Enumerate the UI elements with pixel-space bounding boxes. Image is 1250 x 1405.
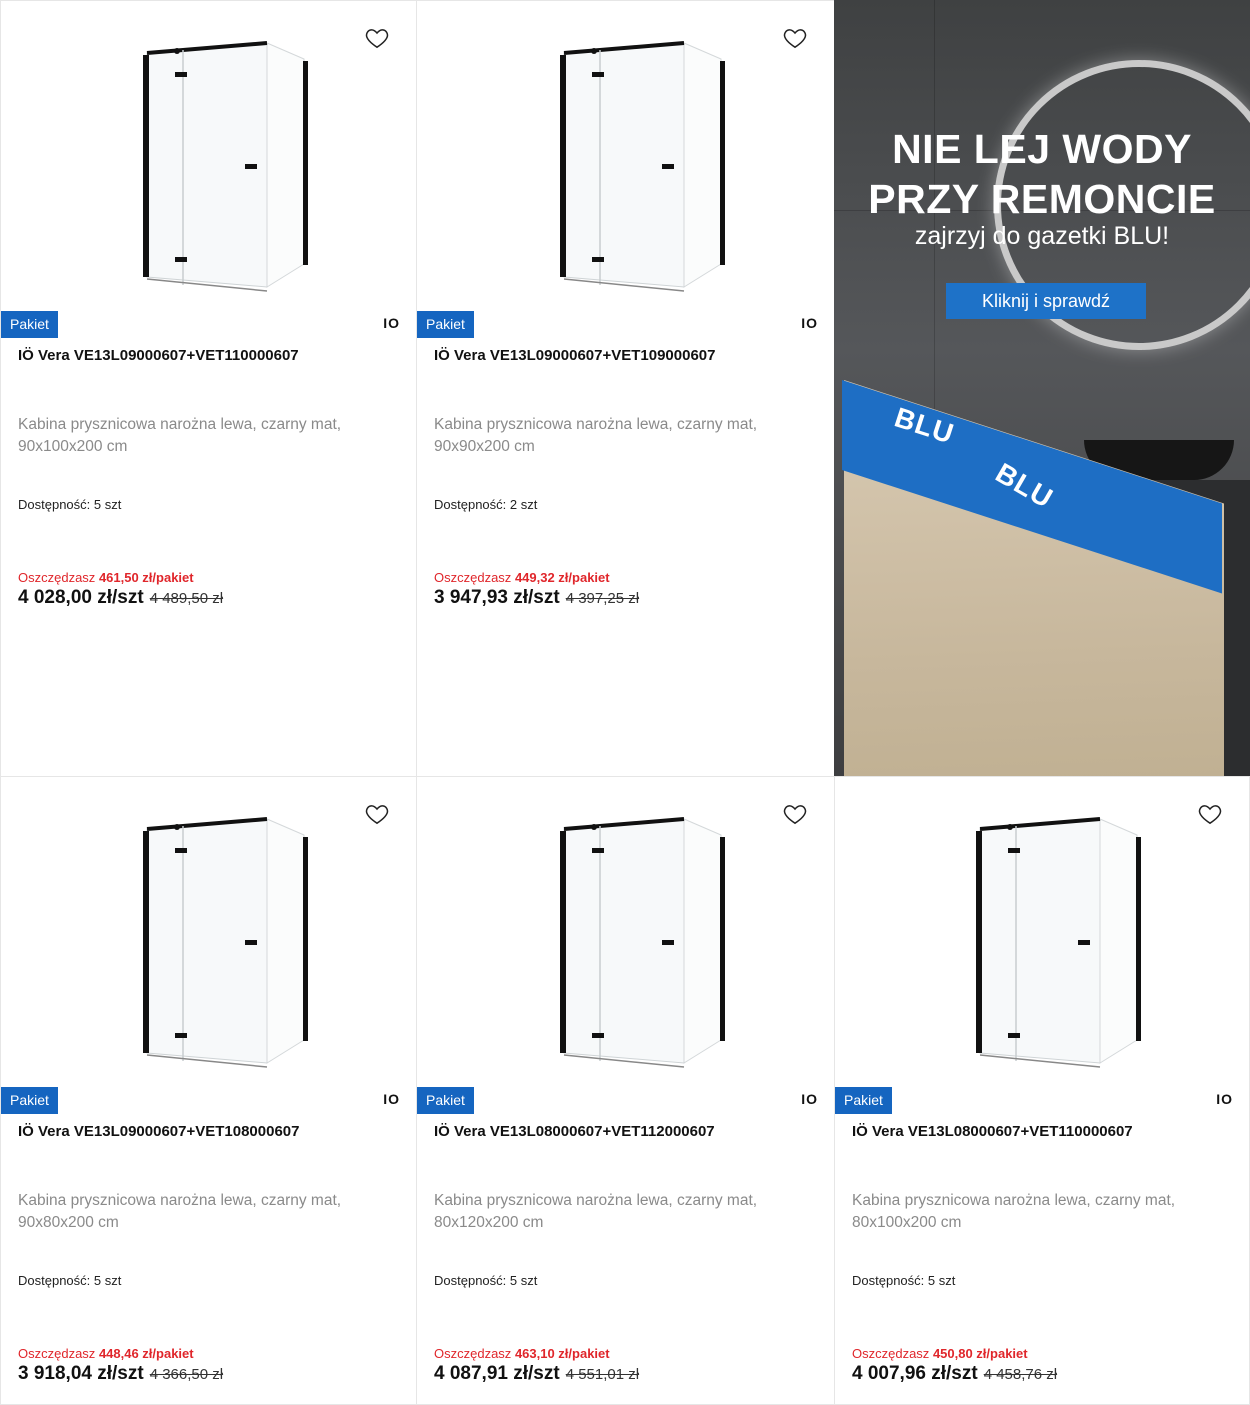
availability-text: Dostępność: 5 szt [434, 1273, 538, 1288]
availability-text: Dostępność: 2 szt [434, 497, 538, 512]
product-description: Kabina prysznicowa narożna lewa, czarny mat, 80x120x200 cm [434, 1192, 758, 1231]
promo-banner[interactable] [834, 0, 1250, 776]
shower-cabin-image [526, 39, 726, 299]
savings-amount: 461,50 zł/pakiet [98, 570, 194, 585]
price-row [18, 587, 223, 609]
heart-icon[interactable] [1197, 801, 1223, 827]
savings-text [18, 570, 194, 585]
current-price: 3 918,04 zł/szt [18, 1363, 144, 1384]
package-badge: Pakiet [417, 1087, 474, 1114]
blu-logo: BLU [990, 457, 1059, 515]
product-description: Kabina prysznicowa narożna lewa, czarny mat, 90x90x200 cm [434, 416, 758, 455]
savings-amount: 463,10 zł/pakiet [514, 1346, 610, 1361]
product-description: Kabina prysznicowa narożna lewa, czarny mat, 90x80x200 cm [18, 1192, 342, 1231]
product-description: Kabina prysznicowa narożna lewa, czarny mat, 80x100x200 cm [852, 1192, 1176, 1231]
old-price: 4 489,50 zł [149, 590, 224, 607]
savings-text [852, 1346, 1028, 1361]
product-title[interactable]: IÖ Vera VE13L09000607+VET110000607 [18, 347, 299, 364]
heart-outline-icon [364, 801, 390, 827]
product-title[interactable]: IÖ Vera VE13L09000607+VET108000607 [18, 1123, 300, 1140]
product-card[interactable] [0, 776, 417, 1405]
heart-icon[interactable] [364, 801, 390, 827]
banner-subline: zajrzyj do gazetki BLU! [914, 222, 1170, 250]
savings-prefix: Oszczędzasz [18, 1346, 96, 1361]
old-price: 4 366,50 zł [149, 1366, 224, 1383]
product-image[interactable] [1, 1, 416, 311]
product-card[interactable] [416, 776, 835, 1405]
product-image[interactable] [417, 777, 834, 1087]
old-price: 4 397,25 zł [565, 590, 640, 607]
product-image[interactable] [1, 777, 416, 1087]
savings-text [434, 570, 610, 585]
blu-logo: BLU [890, 401, 959, 450]
product-image[interactable] [835, 777, 1249, 1087]
heart-outline-icon [782, 801, 808, 827]
savings-amount: 449,32 zł/pakiet [514, 570, 610, 585]
price-row [434, 587, 639, 609]
current-price: 4 087,91 zł/szt [434, 1363, 560, 1384]
brand-logo: IO [1216, 1091, 1233, 1107]
heart-icon[interactable] [364, 25, 390, 51]
current-price: 4 007,96 zł/szt [852, 1363, 978, 1384]
product-card[interactable] [834, 776, 1250, 1405]
availability-text: Dostępność: 5 szt [18, 1273, 122, 1288]
product-title[interactable]: IÖ Vera VE13L08000607+VET110000607 [852, 1123, 1133, 1140]
heart-outline-icon [1197, 801, 1223, 827]
savings-prefix: Oszczędzasz [18, 570, 96, 585]
product-card[interactable] [0, 0, 417, 777]
availability-text: Dostępność: 5 szt [18, 497, 122, 512]
savings-prefix: Oszczędzasz [852, 1346, 930, 1361]
current-price: 3 947,93 zł/szt [434, 587, 560, 608]
old-price: 4 458,76 zł [983, 1366, 1058, 1383]
price-row [434, 1363, 639, 1385]
product-title[interactable]: IÖ Vera VE13L08000607+VET112000607 [434, 1123, 715, 1140]
savings-amount: 448,46 zł/pakiet [98, 1346, 194, 1361]
price-row [18, 1363, 223, 1385]
shower-cabin-image [526, 815, 726, 1075]
product-description: Kabina prysznicowa narożna lewa, czarny mat, 90x100x200 cm [18, 416, 342, 455]
current-price: 4 028,00 zł/szt [18, 587, 144, 608]
shower-cabin-image [942, 815, 1142, 1075]
brand-logo: IO [801, 315, 818, 331]
package-badge: Pakiet [835, 1087, 892, 1114]
heart-icon[interactable] [782, 801, 808, 827]
banner-headline-2: PRZY REMONCIE [868, 176, 1216, 222]
savings-prefix: Oszczędzasz [434, 1346, 512, 1361]
banner-cta-button[interactable]: Kliknij i sprawdź [946, 283, 1146, 319]
product-title[interactable]: IÖ Vera VE13L09000607+VET109000607 [434, 347, 716, 364]
savings-amount: 450,80 zł/pakiet [932, 1346, 1028, 1361]
old-price: 4 551,01 zł [565, 1366, 640, 1383]
package-badge: Pakiet [1, 1087, 58, 1114]
brand-logo: IO [801, 1091, 818, 1107]
brand-logo: IO [383, 1091, 400, 1107]
heart-outline-icon [364, 25, 390, 51]
shower-cabin-image [109, 39, 309, 299]
product-image[interactable] [417, 1, 834, 311]
savings-text [434, 1346, 610, 1361]
savings-text [18, 1346, 194, 1361]
heart-outline-icon [782, 25, 808, 51]
availability-text: Dostępność: 5 szt [852, 1273, 956, 1288]
savings-prefix: Oszczędzasz [434, 570, 512, 585]
price-row [852, 1363, 1057, 1385]
product-card[interactable] [416, 0, 835, 777]
package-badge: Pakiet [1, 311, 58, 338]
shower-cabin-image [109, 815, 309, 1075]
package-badge: Pakiet [417, 311, 474, 338]
heart-icon[interactable] [782, 25, 808, 51]
banner-headline-1: NIE LEJ WODY [892, 126, 1192, 172]
brand-logo: IO [383, 315, 400, 331]
